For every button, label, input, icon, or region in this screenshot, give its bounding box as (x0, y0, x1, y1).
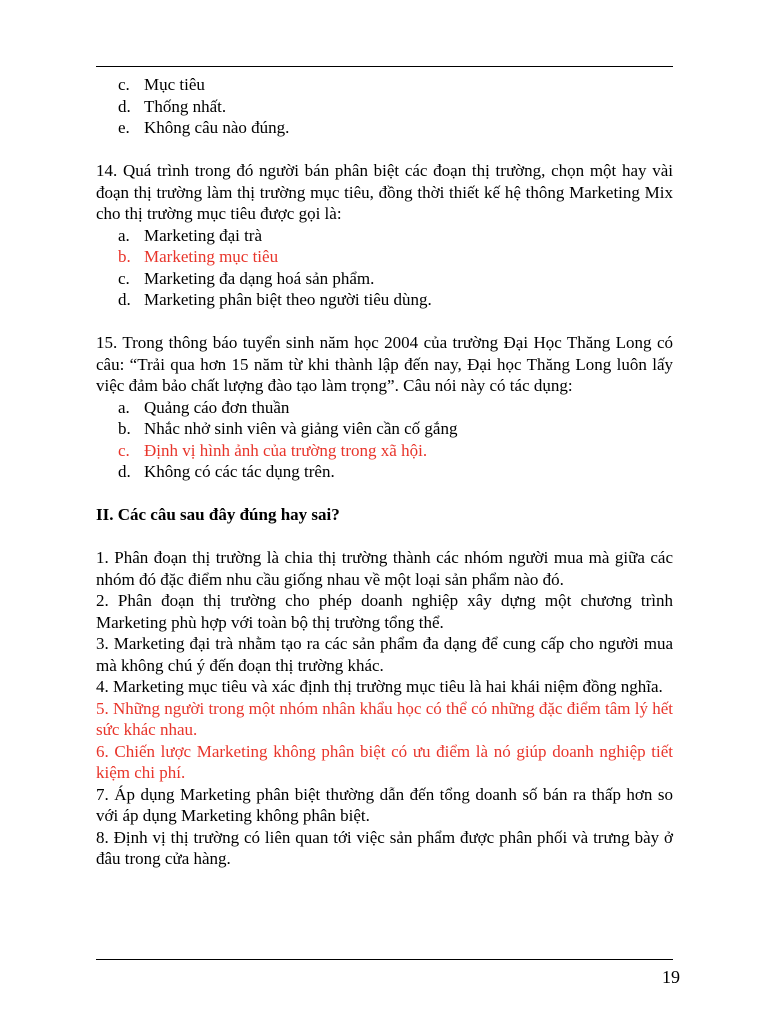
q14-option-a: a. Marketing đại trà (118, 225, 263, 245)
statement-8: 8. Định vị thị trường có liên quan tới việc sản phẩm được phân phối và trưng bày ở đâu trong cửa hàng. (96, 827, 673, 868)
statement-1: 1. Phân đoạn thị trường là chia thị trường thành các nhóm người mua mà giữa các nhóm đó đặc điểm nhu cầu giống nhau về một loại sản phẩm nào đó. (96, 548, 673, 589)
footer-rule (96, 959, 673, 960)
question-15 (96, 332, 673, 483)
q13-option-e: e. Không câu nào đúng. (118, 118, 290, 137)
q14-text: 14. Quá trình trong đó người bán phân biệt các đoạn thị trường, chọn một hay vài đoạn thị trường làm thị trường mục tiêu, đồng thời thiết kế hệ thông Marketing Mix cho thị trường mục tiêu được gọi là: (96, 161, 673, 223)
q13-options (96, 74, 673, 139)
q14-option-c: c. Marketing đa dạng hoá sản phẩm. (118, 268, 375, 288)
q15-option-a: a. Quảng cáo đơn thuần (118, 397, 290, 417)
statement-2: 2. Phân đoạn thị trường cho phép doanh nghiệp xây dựng một chương trình Marketing phù hợp với toàn bộ thị trường tổng thể. (96, 591, 673, 632)
statement-6-correct: 6. Chiến lược Marketing không phân biệt có ưu điểm là nó giúp doanh nghiệp tiết kiệm chi phí. (96, 741, 673, 782)
q13-option-c: c. Mục tiêu (118, 75, 205, 94)
page-content (96, 74, 673, 870)
q14-option-d: d. Marketing phân biệt theo người tiêu dùng. (118, 290, 432, 309)
statement-4: 4. Marketing mục tiêu và xác định thị trường mục tiêu là hai khái niệm đồng nghĩa. (96, 677, 663, 696)
question-14 (96, 160, 673, 311)
statement-5-correct: 5. Những người trong một nhóm nhân khẩu học có thể có những đặc điểm tâm lý hết sức khác nhau. (96, 698, 673, 739)
q15-text: 15. Trong thông báo tuyển sinh năm học 2004 của trường Đại Học Thăng Long có câu: “Trải qua hơn 15 năm từ khi thành lập đến nay, Đại học Thăng Long luôn lấy việc đảm bảo chất lượng đào tạo làm trọng”. Câu nói này có tác dụng: (96, 333, 673, 395)
true-false-statements (96, 547, 673, 870)
q14-option-b-correct: b. Marketing mục tiêu (118, 247, 279, 266)
q15-option-c-correct: c. Định vị hình ảnh của trường trong xã hội. (118, 440, 428, 460)
section-2-heading: II. Các câu sau đây đúng hay sai? (96, 505, 340, 524)
header-rule (96, 66, 673, 67)
statement-3: 3. Marketing đại trà nhằm tạo ra các sản phẩm đa dạng để cung cấp cho người mua mà không chú ý đến đoạn thị trường khác. (96, 634, 673, 675)
page-number: 19 (662, 967, 680, 987)
q15-option-b: b. Nhắc nhở sinh viên và giảng viên cần cố gắng (118, 419, 458, 438)
q15-option-d: d. Không có các tác dụng trên. (118, 462, 335, 481)
q13-option-d: d. Thống nhất. (118, 96, 227, 116)
statement-7: 7. Áp dụng Marketing phân biệt thường dẫn đến tổng doanh số bán ra thấp hơn so với áp dụng Marketing không phân biệt. (96, 784, 673, 825)
